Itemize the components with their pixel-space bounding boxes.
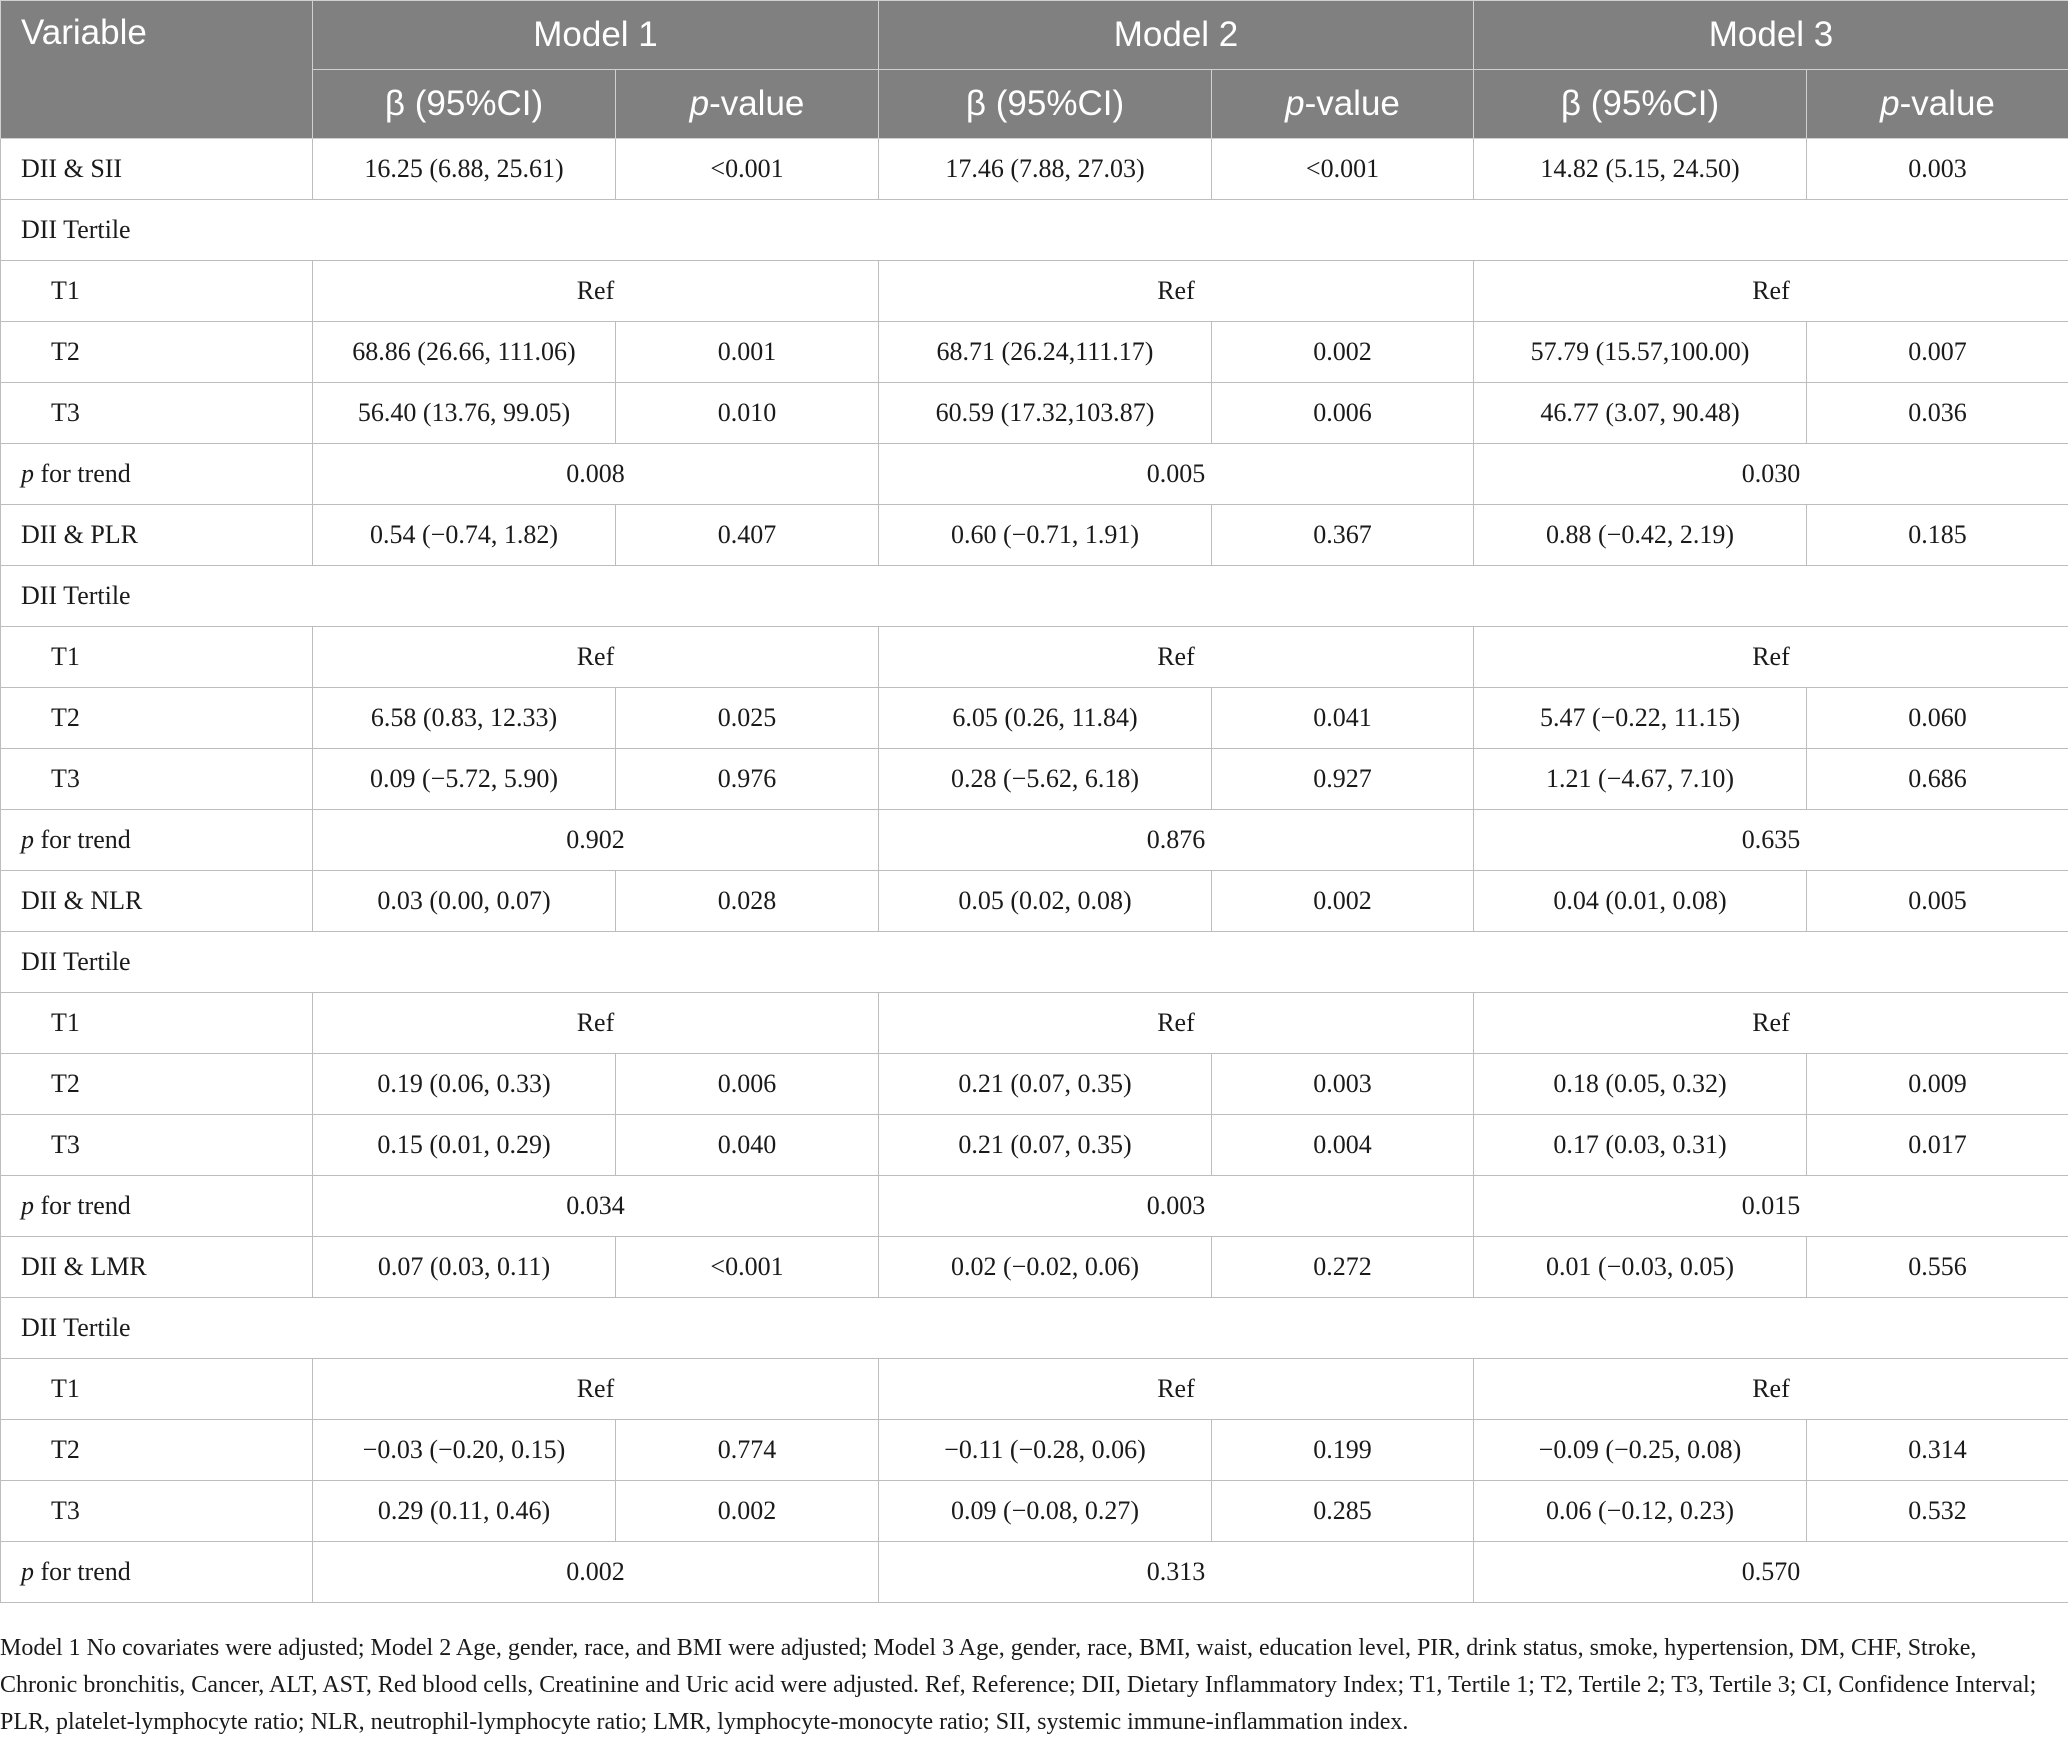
p-value-cell: 0.009 — [1807, 1054, 2068, 1115]
trend-label — [1, 444, 313, 505]
ref-cell: Ref — [1474, 627, 2068, 688]
p-letter: p — [689, 84, 710, 123]
p-value-cell: <0.001 — [1212, 139, 1474, 200]
beta-ci-cell: 60.59 (17.32,103.87) — [879, 383, 1212, 444]
trend-text: for trend — [34, 459, 131, 488]
trend-text: for trend — [34, 825, 131, 854]
section-row — [1, 566, 2068, 627]
p-value-cell: 0.407 — [616, 505, 879, 566]
header-model-1: Model 1 — [313, 1, 879, 70]
row-label: DII & LMR — [1, 1237, 313, 1298]
beta-ci-cell: 6.58 (0.83, 12.33) — [313, 688, 616, 749]
trend-row — [1, 1542, 2068, 1603]
p-letter: p — [21, 1557, 34, 1586]
trend-row — [1, 444, 2068, 505]
p-value-cell: 0.004 — [1212, 1115, 1474, 1176]
trend-value: 0.034 — [313, 1176, 879, 1237]
ref-cell: Ref — [1474, 261, 2068, 322]
p-letter: p — [21, 825, 34, 854]
table-row — [1, 1054, 2068, 1115]
p-value-cell: <0.001 — [616, 1237, 879, 1298]
header-model-2: Model 2 — [879, 1, 1474, 70]
table-row — [1, 505, 2068, 566]
beta-ci-cell: 68.71 (26.24,111.17) — [879, 322, 1212, 383]
table-row — [1, 871, 2068, 932]
ref-cell: Ref — [879, 993, 1474, 1054]
beta-ci-cell: 0.07 (0.03, 0.11) — [313, 1237, 616, 1298]
beta-ci-cell: 0.19 (0.06, 0.33) — [313, 1054, 616, 1115]
p-value-cell: 0.556 — [1807, 1237, 2068, 1298]
beta-ci-cell: 17.46 (7.88, 27.03) — [879, 139, 1212, 200]
p-value-cell: 0.367 — [1212, 505, 1474, 566]
beta-ci-cell: 0.88 (−0.42, 2.19) — [1474, 505, 1807, 566]
beta-ci-cell: 0.60 (−0.71, 1.91) — [879, 505, 1212, 566]
header-row-models — [1, 1, 2068, 70]
row-label: T2 — [1, 322, 313, 383]
p-value-cell: 0.686 — [1807, 749, 2068, 810]
trend-value: 0.015 — [1474, 1176, 2068, 1237]
section-row — [1, 1298, 2068, 1359]
beta-ci-cell: 0.01 (−0.03, 0.05) — [1474, 1237, 1807, 1298]
table-row — [1, 688, 2068, 749]
header-model-3: Model 3 — [1474, 1, 2068, 70]
reference-row — [1, 993, 2068, 1054]
row-label: T1 — [1, 627, 313, 688]
table-row — [1, 322, 2068, 383]
trend-text: for trend — [34, 1191, 131, 1220]
p-letter: p — [1285, 84, 1305, 123]
beta-ci-cell: 46.77 (3.07, 90.48) — [1474, 383, 1807, 444]
p-value-cell: 0.041 — [1212, 688, 1474, 749]
beta-ci-cell: 0.09 (−0.08, 0.27) — [879, 1481, 1212, 1542]
trend-value: 0.003 — [879, 1176, 1474, 1237]
beta-ci-cell: 5.47 (−0.22, 11.15) — [1474, 688, 1807, 749]
p-value-cell: 0.006 — [1212, 383, 1474, 444]
beta-ci-cell: 0.54 (−0.74, 1.82) — [313, 505, 616, 566]
header-pvalue-m1 — [616, 70, 879, 139]
p-value-cell: 0.025 — [616, 688, 879, 749]
p-value-cell: 0.006 — [616, 1054, 879, 1115]
table-row — [1, 1420, 2068, 1481]
ref-cell: Ref — [1474, 993, 2068, 1054]
row-label: T1 — [1, 993, 313, 1054]
header-beta-m3: β (95%CI) — [1474, 70, 1807, 139]
p-value-cell: 0.199 — [1212, 1420, 1474, 1481]
p-letter: p — [1880, 84, 1900, 123]
beta-ci-cell: 57.79 (15.57,100.00) — [1474, 322, 1807, 383]
trend-value: 0.635 — [1474, 810, 2068, 871]
beta-ci-cell: 6.05 (0.26, 11.84) — [879, 688, 1212, 749]
ref-cell: Ref — [879, 627, 1474, 688]
beta-ci-cell: 68.86 (26.66, 111.06) — [313, 322, 616, 383]
beta-ci-cell: 0.09 (−5.72, 5.90) — [313, 749, 616, 810]
ref-cell: Ref — [879, 1359, 1474, 1420]
p-value-cell: 0.002 — [616, 1481, 879, 1542]
reference-row — [1, 1359, 2068, 1420]
beta-ci-cell: 0.21 (0.07, 0.35) — [879, 1115, 1212, 1176]
section-row — [1, 200, 2068, 261]
header-beta-m1: β (95%CI) — [313, 70, 616, 139]
table-row — [1, 1481, 2068, 1542]
ref-cell: Ref — [313, 627, 879, 688]
ref-cell: Ref — [879, 261, 1474, 322]
section-label: DII Tertile — [1, 566, 2068, 627]
table-row — [1, 1237, 2068, 1298]
beta-ci-cell: 0.28 (−5.62, 6.18) — [879, 749, 1212, 810]
beta-ci-cell: 0.03 (0.00, 0.07) — [313, 871, 616, 932]
table-footnote: Model 1 No covariates were adjusted; Model 2 Age, gender, race, and BMI were adjusted; Model 3 Age, gender, race, BMI, waist, education level, PIR, drink status, smoke, hypertension, DM, CHF, Stroke, Chronic bronchitis, Cancer, ALT, AST, Red blood cells, Creatinine and Uric acid were adjusted. Ref, Reference; DII, Dietary Inflammatory Index; T1, Tertile 1; T2, Tertile 2; T3, Tertile 3; CI, Confidence Interval; PLR, platelet-lymphocyte ratio; NLR, neutrophil-lymphocyte ratio; LMR, lymphocyte-monocyte ratio; SII, systemic immune-inflammation index. — [0, 1635, 2037, 1735]
trend-row — [1, 1176, 2068, 1237]
table-row — [1, 383, 2068, 444]
reference-row — [1, 627, 2068, 688]
p-rest: -value — [1304, 84, 1400, 123]
trend-value: 0.002 — [313, 1542, 879, 1603]
ref-cell: Ref — [313, 1359, 879, 1420]
trend-text: for trend — [34, 1557, 131, 1586]
row-label: T3 — [1, 1115, 313, 1176]
trend-value: 0.902 — [313, 810, 879, 871]
p-value-cell: 0.285 — [1212, 1481, 1474, 1542]
table-body — [1, 139, 2068, 1603]
beta-ci-cell: −0.09 (−0.25, 0.08) — [1474, 1420, 1807, 1481]
beta-ci-cell: −0.03 (−0.20, 0.15) — [313, 1420, 616, 1481]
ref-cell: Ref — [313, 261, 879, 322]
ref-cell: Ref — [1474, 1359, 2068, 1420]
p-value-cell: 0.001 — [616, 322, 879, 383]
reference-row — [1, 261, 2068, 322]
p-value-cell: 0.976 — [616, 749, 879, 810]
trend-value: 0.030 — [1474, 444, 2068, 505]
header-pvalue-m2 — [1212, 70, 1474, 139]
beta-ci-cell: 0.06 (−0.12, 0.23) — [1474, 1481, 1807, 1542]
row-label: DII & NLR — [1, 871, 313, 932]
beta-ci-cell: 0.04 (0.01, 0.08) — [1474, 871, 1807, 932]
p-value-cell: 0.185 — [1807, 505, 2068, 566]
trend-row — [1, 810, 2068, 871]
trend-value: 0.570 — [1474, 1542, 2068, 1603]
section-label: DII Tertile — [1, 1298, 2068, 1359]
section-row — [1, 932, 2068, 993]
p-value-cell: 0.002 — [1212, 322, 1474, 383]
table-row — [1, 749, 2068, 810]
row-label: T3 — [1, 749, 313, 810]
trend-label — [1, 1176, 313, 1237]
p-value-cell: <0.001 — [616, 139, 879, 200]
p-value-cell: 0.532 — [1807, 1481, 2068, 1542]
beta-ci-cell: 16.25 (6.88, 25.61) — [313, 139, 616, 200]
trend-label — [1, 810, 313, 871]
header-beta-m2: β (95%CI) — [879, 70, 1212, 139]
p-value-cell: 0.028 — [616, 871, 879, 932]
p-value-cell: 0.017 — [1807, 1115, 2068, 1176]
row-label: T2 — [1, 688, 313, 749]
section-label: DII Tertile — [1, 932, 2068, 993]
row-label: T2 — [1, 1054, 313, 1115]
beta-ci-cell: 0.05 (0.02, 0.08) — [879, 871, 1212, 932]
ref-cell: Ref — [313, 993, 879, 1054]
header-pvalue-m3 — [1807, 70, 2068, 139]
row-label: T1 — [1, 261, 313, 322]
table-row — [1, 139, 2068, 200]
trend-value: 0.008 — [313, 444, 879, 505]
row-label: T3 — [1, 383, 313, 444]
row-label: T2 — [1, 1420, 313, 1481]
p-value-cell: 0.010 — [616, 383, 879, 444]
p-value-cell: 0.040 — [616, 1115, 879, 1176]
p-value-cell: 0.774 — [616, 1420, 879, 1481]
p-letter: p — [21, 1191, 34, 1220]
beta-ci-cell: 0.15 (0.01, 0.29) — [313, 1115, 616, 1176]
p-letter: p — [21, 459, 34, 488]
trend-value: 0.313 — [879, 1542, 1474, 1603]
p-value-cell: 0.060 — [1807, 688, 2068, 749]
beta-ci-cell: 0.18 (0.05, 0.32) — [1474, 1054, 1807, 1115]
beta-ci-cell: 0.02 (−0.02, 0.06) — [879, 1237, 1212, 1298]
p-value-cell: 0.314 — [1807, 1420, 2068, 1481]
trend-label — [1, 1542, 313, 1603]
beta-ci-cell: 14.82 (5.15, 24.50) — [1474, 139, 1807, 200]
beta-ci-cell: 0.29 (0.11, 0.46) — [313, 1481, 616, 1542]
p-rest: -value — [1899, 84, 1995, 123]
p-value-cell: 0.002 — [1212, 871, 1474, 932]
row-label: DII & SII — [1, 139, 313, 200]
p-value-cell: 0.005 — [1807, 871, 2068, 932]
p-value-cell: 0.036 — [1807, 383, 2068, 444]
p-value-cell: 0.003 — [1807, 139, 2068, 200]
p-value-cell: 0.003 — [1212, 1054, 1474, 1115]
section-label: DII Tertile — [1, 200, 2068, 261]
beta-ci-cell: −0.11 (−0.28, 0.06) — [879, 1420, 1212, 1481]
beta-ci-cell: 0.17 (0.03, 0.31) — [1474, 1115, 1807, 1176]
p-value-cell: 0.927 — [1212, 749, 1474, 810]
beta-ci-cell: 1.21 (−4.67, 7.10) — [1474, 749, 1807, 810]
p-rest: -value — [709, 84, 805, 123]
p-value-cell: 0.272 — [1212, 1237, 1474, 1298]
p-value-cell: 0.007 — [1807, 322, 2068, 383]
row-label: T3 — [1, 1481, 313, 1542]
trend-value: 0.005 — [879, 444, 1474, 505]
row-label: DII & PLR — [1, 505, 313, 566]
row-label: T1 — [1, 1359, 313, 1420]
table-header — [1, 1, 2068, 139]
header-variable: Variable — [1, 1, 313, 139]
table-row — [1, 1115, 2068, 1176]
trend-value: 0.876 — [879, 810, 1474, 871]
beta-ci-cell: 0.21 (0.07, 0.35) — [879, 1054, 1212, 1115]
beta-ci-cell: 56.40 (13.76, 99.05) — [313, 383, 616, 444]
